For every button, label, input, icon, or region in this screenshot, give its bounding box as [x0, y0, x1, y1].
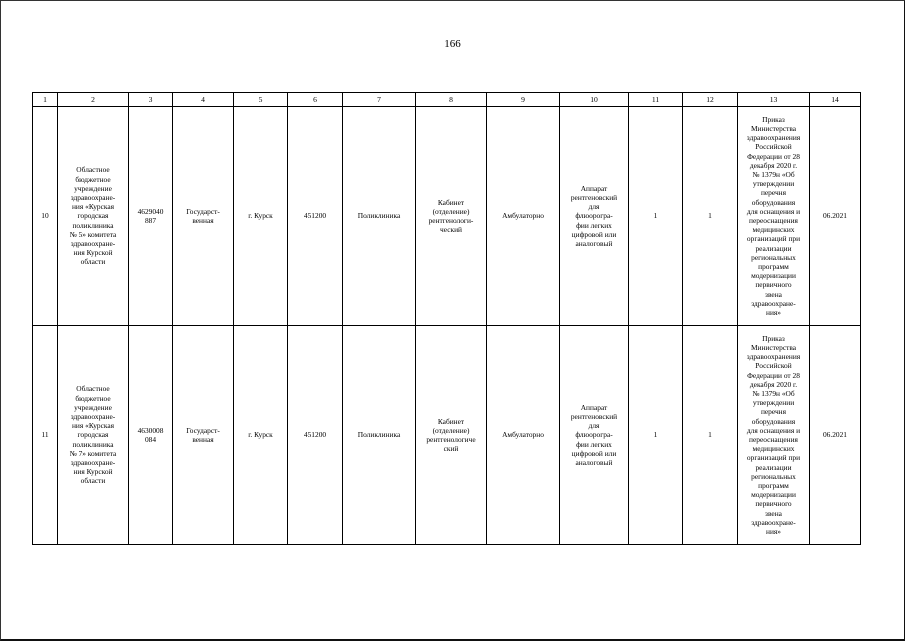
equipment-name: Аппарат рентгеновский для флюорогра- фии легких цифровой или аналоговый [560, 326, 629, 545]
ownership-type: Государст- венная [173, 326, 234, 545]
quantity-required: 1 [629, 107, 683, 326]
header-cell-8: 8 [416, 93, 487, 107]
organization-name: Областное бюджетное учреждение здравоохране- ния «Курская городская поликлиника № 5» комитета здравоохране- ния Курской области [58, 107, 129, 326]
table-row [33, 107, 861, 326]
row-number: 10 [33, 107, 58, 326]
care-form: Амбулаторно [487, 326, 560, 545]
city: г. Курск [234, 107, 288, 326]
department: Кабинет (отделение) рентгенологиче ский [416, 326, 487, 545]
deadline: 06.2021 [810, 326, 861, 545]
quantity-planned: 1 [683, 326, 738, 545]
okato-code: 451200 [288, 326, 343, 545]
header-cell-10: 10 [560, 93, 629, 107]
equipment-name: Аппарат рентгеновский для флюорогра- фии легких цифровой или аналоговый [560, 107, 629, 326]
header-cell-12: 12 [683, 93, 738, 107]
page-number: 166 [444, 38, 461, 50]
header-cell-2: 2 [58, 93, 129, 107]
quantity-required: 1 [629, 326, 683, 545]
facility-type: Поликлиника [343, 326, 416, 545]
header-cell-14: 14 [810, 93, 861, 107]
care-form: Амбулаторно [487, 107, 560, 326]
header-cell-13: 13 [738, 93, 810, 107]
quantity-planned: 1 [683, 107, 738, 326]
department: Кабинет (отделение) рентгенологи- ческий [416, 107, 487, 326]
equipment-table [32, 92, 861, 545]
header-cell-6: 6 [288, 93, 343, 107]
header-cell-3: 3 [129, 93, 173, 107]
city: г. Курск [234, 326, 288, 545]
table-header-row [33, 93, 861, 107]
header-cell-5: 5 [234, 93, 288, 107]
deadline: 06.2021 [810, 107, 861, 326]
header-cell-11: 11 [629, 93, 683, 107]
header-cell-4: 4 [173, 93, 234, 107]
header-cell-7: 7 [343, 93, 416, 107]
inn-code: 4630008 084 [129, 326, 173, 545]
header-cell-1: 1 [33, 93, 58, 107]
facility-type: Поликлиника [343, 107, 416, 326]
ownership-type: Государст- венная [173, 107, 234, 326]
header-cell-9: 9 [487, 93, 560, 107]
legal-basis: Приказ Министерства здравоохранения Российской Федерации от 28 декабря 2020 г. № 1379н «Об утверждении перечня оборудования для оснащения и переоснащения медицинских организаций при реализации региональных программ модернизации первичного звена здравоохране- ния» [738, 326, 810, 545]
row-number: 11 [33, 326, 58, 545]
inn-code: 4629040 887 [129, 107, 173, 326]
organization-name: Областное бюджетное учреждение здравоохране- ния «Курская городская поликлиника № 7» комитета здравоохране- ния Курской области [58, 326, 129, 545]
okato-code: 451200 [288, 107, 343, 326]
table-row [33, 326, 861, 545]
legal-basis: Приказ Министерства здравоохранения Российской Федерации от 28 декабря 2020 г. № 1379н «Об утверждении перечня оборудования для оснащения и переоснащения медицинских организаций при реализации региональных программ модернизации первичного звена здравоохране- ния» [738, 107, 810, 326]
